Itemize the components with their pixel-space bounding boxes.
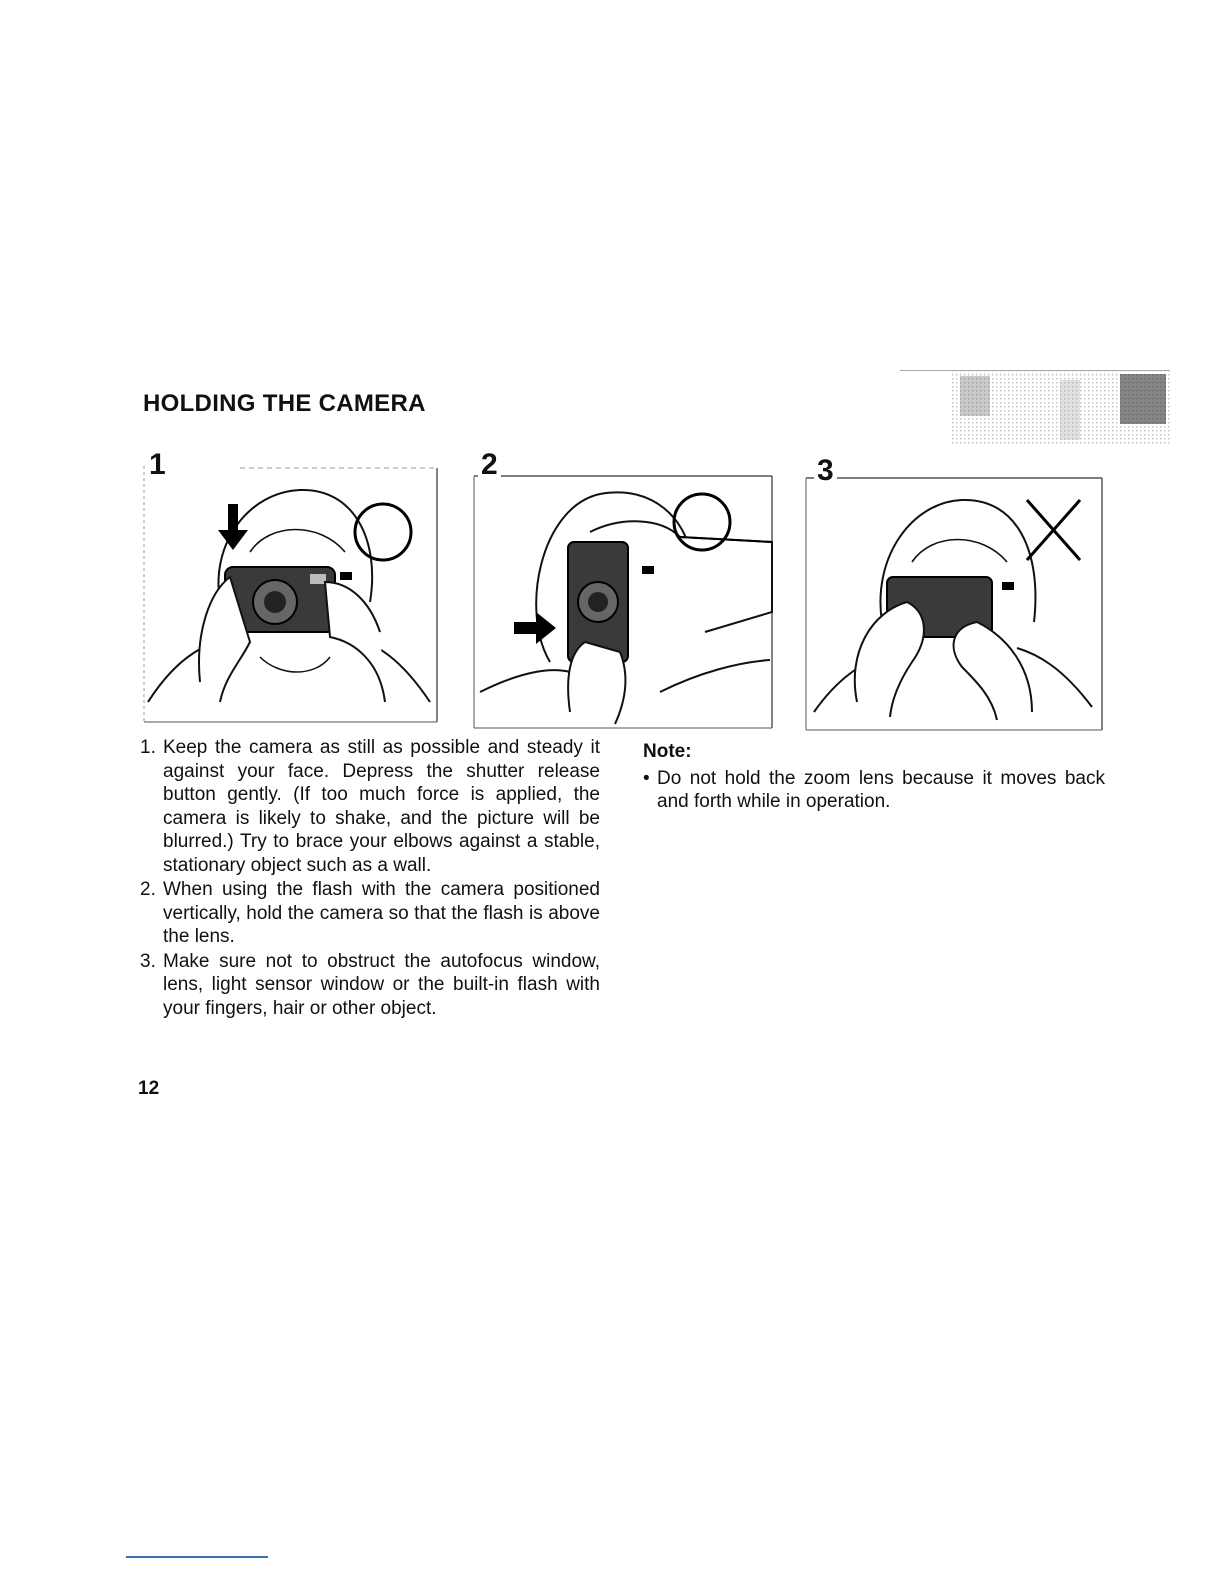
instruction-item: [140, 736, 600, 877]
illustration-panel-2: [470, 448, 774, 730]
instruction-number: 1.: [140, 737, 156, 758]
instruction-number: 2.: [140, 879, 156, 900]
instruction-text: Make sure not to obstruct the autofocus window, lens, light sensor window or the built-in flash with your fingers, hair or other object.: [163, 950, 600, 1019]
instruction-item: [140, 950, 600, 1021]
panel-number: 2: [478, 450, 501, 480]
correct-grip-illustration: [140, 452, 440, 724]
note-text: Do not hold the zoom lens because it moves back and forth while in operation.: [657, 767, 1105, 812]
footer-rule: [126, 1556, 268, 1558]
instruction-text: Keep the camera as still as possible and steady it against your face. Depress the shutter release button gently. (If too much force is applied, the camera is likely to shake, and the picture will be blurred.) Try to brace your elbows against a stable, stationary object such as a wall.: [163, 737, 600, 876]
section-tab-texture: [940, 370, 1170, 446]
instruction-text: When using the flash with the camera positioned vertically, hold the camera so that the flash is above the lens.: [163, 879, 600, 947]
incorrect-grip-illustration: [802, 462, 1106, 732]
illustration-panel-3: [802, 454, 1106, 732]
tab-marker-line: [900, 370, 1170, 371]
page-number: 12: [138, 1078, 160, 1099]
instruction-number: 3.: [140, 950, 156, 972]
instruction-list: [140, 736, 600, 1021]
panel-number: 3: [814, 456, 837, 486]
note-box: [643, 740, 1105, 814]
section-tab-marker: [940, 370, 1170, 446]
panel-number: 1: [146, 450, 169, 480]
note-item: [643, 767, 1105, 814]
vertical-grip-illustration: [470, 462, 774, 730]
page-title: HOLDING THE CAMERA: [143, 390, 426, 417]
illustration-panel-1: [140, 448, 440, 724]
note-heading: Note:: [643, 741, 692, 762]
bullet-icon: •: [643, 767, 650, 789]
instruction-item: [140, 878, 600, 949]
